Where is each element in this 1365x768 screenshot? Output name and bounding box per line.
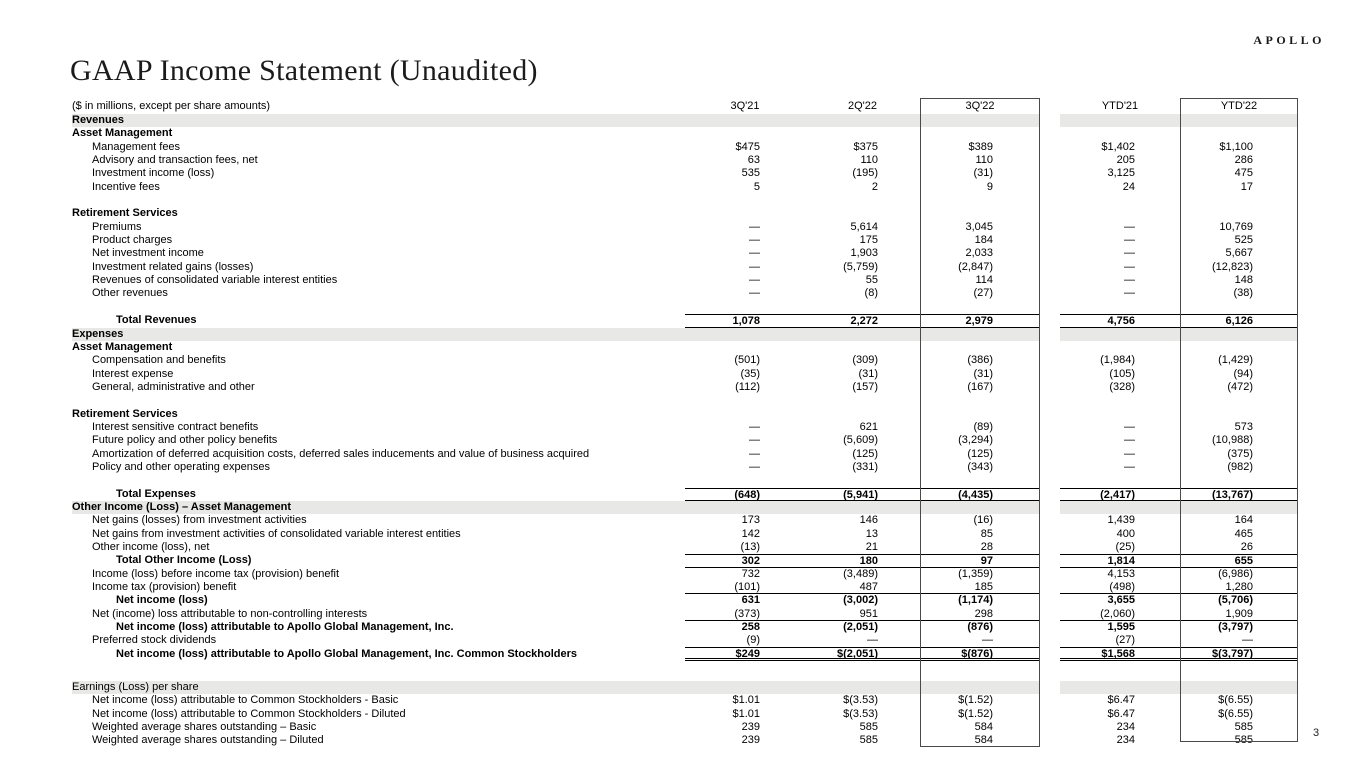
row-label: Preferred stock dividends (92, 634, 217, 647)
cell-value: (331) (852, 460, 878, 473)
cell-value: 146 (859, 514, 878, 527)
cell-value: (5,941) (843, 488, 878, 500)
cell-value: (12,823) (1212, 260, 1253, 273)
table-row (72, 287, 1298, 300)
cell-value: 55 (865, 274, 878, 287)
cell-value: (328) (1109, 380, 1135, 393)
cell-value: $1.01 (732, 694, 760, 707)
cell-value: 28 (980, 541, 993, 553)
cell-value: (2,417) (1100, 488, 1135, 500)
cell-value: — (749, 220, 760, 233)
cell-value: (648) (734, 488, 760, 500)
cell-value: 951 (859, 607, 878, 620)
cell-value: 1,078 (732, 315, 760, 327)
table-row (72, 721, 1298, 734)
cell-value: $(876) (961, 647, 993, 659)
row-label: Expenses (72, 328, 685, 341)
cell-value: — (1124, 247, 1135, 260)
cell-value: 5,667 (1225, 247, 1253, 260)
cell-value: $6.47 (1107, 694, 1135, 707)
cell-value: (386) (967, 354, 993, 367)
table-row (72, 634, 1298, 647)
row-label: Net gains (losses) from investment activities (92, 514, 307, 527)
cell-value: — (867, 634, 878, 647)
table-row (72, 274, 1298, 287)
cell-value: 1,280 (1225, 581, 1253, 594)
cell-value: 258 (741, 621, 760, 634)
table-row (72, 708, 1298, 721)
cell-value: (94) (1233, 367, 1253, 380)
row-label: Net income (loss) attributable to Common Stockholders - Basic (92, 694, 399, 707)
cell-value: 535 (741, 167, 760, 180)
cell-value: (25) (1115, 541, 1135, 553)
row-label: Net gains from investment activities of consolidated variable interest entities (92, 527, 461, 540)
cell-value: (5,759) (843, 260, 878, 273)
cell-value: $6.47 (1107, 707, 1135, 720)
row-label: Income tax (provision) benefit (92, 581, 237, 594)
cell-value: (8) (864, 287, 878, 300)
cell-value: $(2,051) (837, 647, 878, 659)
section-band (72, 114, 1298, 127)
cell-value: 239 (741, 721, 760, 734)
row-label (72, 474, 685, 487)
section-band (72, 501, 1298, 514)
table-row (72, 474, 1298, 487)
cell-value: 1,439 (1107, 514, 1135, 527)
cell-value: (31) (858, 367, 878, 380)
cell-value: — (1124, 274, 1135, 287)
row-label: Net income (loss) attributable to Apollo Global Management, Inc. Common Stockholders (116, 647, 578, 660)
row-label: Income (loss) before income tax (provision) benefit (92, 567, 339, 580)
cell-value: 4,153 (1107, 567, 1135, 580)
row-label: Investment income (loss) (92, 167, 215, 180)
cell-value: (9) (746, 634, 760, 647)
cell-value: 400 (1116, 527, 1135, 540)
cell-value: — (1124, 434, 1135, 447)
cell-value: 184 (974, 234, 993, 247)
cell-value: 142 (741, 527, 760, 540)
cell-value: — (982, 634, 993, 647)
column-header: 3Q'22 (965, 100, 995, 112)
cell-value: — (1124, 234, 1135, 247)
cell-value: — (749, 274, 760, 287)
row-label: Total Other Income (Loss) (116, 554, 252, 567)
cell-value: 585 (1234, 721, 1253, 734)
row-label: General, administrative and other (92, 380, 255, 393)
row-label (72, 394, 685, 407)
cell-value: $(3.53) (843, 707, 878, 720)
table-row (72, 381, 1298, 394)
table-row (72, 661, 1298, 681)
table-row (72, 568, 1298, 581)
cell-value: — (1124, 260, 1135, 273)
table-row (72, 621, 1298, 634)
column-header: YTD'21 (1101, 100, 1139, 112)
cell-value: 5,614 (850, 220, 878, 233)
table-row (72, 514, 1298, 527)
row-label: Policy and other operating expenses (92, 460, 270, 473)
row-label: Revenues of consolidated variable interest entities (92, 274, 338, 287)
cell-value: (472) (1227, 380, 1253, 393)
cell-value: — (749, 460, 760, 473)
cell-value: 1,909 (1225, 607, 1253, 620)
row-label: Net (income) loss attributable to non-controlling interests (92, 607, 368, 620)
table-row (72, 461, 1298, 474)
cell-value: 180 (859, 555, 878, 567)
cell-value: 584 (974, 734, 993, 747)
row-label: Interest expense (92, 367, 174, 380)
cell-value: 1,903 (850, 247, 878, 260)
row-label: Total Expenses (116, 487, 196, 500)
cell-value: $475 (735, 140, 760, 153)
cell-value: (982) (1227, 460, 1253, 473)
cell-value: 732 (741, 567, 760, 580)
cell-value: 26 (1240, 541, 1253, 553)
cell-value: 585 (1234, 734, 1253, 747)
row-label: Net income (loss) (116, 594, 208, 607)
cell-value: (3,002) (843, 594, 878, 607)
cell-value: 655 (1234, 555, 1253, 567)
cell-value: $375 (853, 140, 878, 153)
cell-value: — (749, 247, 760, 260)
cell-value: 63 (747, 154, 760, 167)
table-row (72, 234, 1298, 247)
page-title: GAAP Income Statement (Unaudited) (70, 54, 538, 87)
cell-value: (101) (734, 581, 760, 594)
cell-value: 110 (975, 154, 993, 167)
table-row (72, 581, 1298, 594)
cell-value: (2,051) (843, 621, 878, 634)
column-header: 3Q'21 (730, 100, 760, 112)
row-label: Retirement Services (72, 207, 178, 220)
cell-value: 585 (859, 721, 878, 734)
table-row (72, 314, 1298, 327)
cell-value: $1,100 (1219, 140, 1253, 153)
cell-value: (2,847) (958, 260, 993, 273)
table-row (72, 394, 1298, 407)
cell-value: 2,033 (965, 247, 993, 260)
row-label: Interest sensitive contract benefits (92, 420, 259, 433)
table-row (72, 167, 1298, 180)
cell-value: 148 (1234, 274, 1253, 287)
cell-value: (5,706) (1218, 594, 1253, 607)
cell-value: 5 (753, 180, 760, 193)
cell-value: (5,609) (843, 434, 878, 447)
cell-value: 239 (741, 734, 760, 747)
table-row (72, 194, 1298, 207)
table-header-row (72, 100, 1298, 114)
cell-value: (38) (1233, 287, 1253, 300)
cell-value: (343) (967, 460, 993, 473)
section-band (72, 681, 1298, 694)
page-number: 3 (1313, 727, 1320, 739)
row-label: Other income (loss), net (92, 541, 210, 553)
cell-value: 234 (1116, 721, 1135, 734)
cell-value: (501) (734, 354, 760, 367)
table-row (72, 127, 1298, 140)
cell-value: — (749, 434, 760, 447)
cell-value: 2,979 (965, 315, 993, 327)
cell-value: (89) (973, 420, 993, 433)
cell-value: 13 (865, 527, 878, 540)
row-label: Retirement Services (72, 407, 178, 420)
row-label: Asset Management (72, 340, 173, 353)
cell-value: — (1124, 420, 1135, 433)
cell-value: (195) (852, 167, 878, 180)
cell-value: — (749, 234, 760, 247)
table-row (72, 448, 1298, 461)
cell-value: 2,272 (850, 315, 878, 327)
units-note: ($ in millions, except per share amounts) (72, 100, 271, 112)
cell-value: (373) (734, 607, 760, 620)
cell-value: 465 (1234, 527, 1253, 540)
section-band (72, 328, 1298, 341)
row-label: Advisory and transaction fees, net (92, 154, 258, 167)
table-row (72, 141, 1298, 154)
table-row (72, 528, 1298, 541)
row-label: Incentive fees (92, 180, 160, 193)
apollo-logo: APOLLO (1253, 33, 1325, 47)
cell-value: 298 (974, 607, 993, 620)
cell-value: $249 (735, 647, 760, 659)
cell-value: 234 (1116, 734, 1135, 747)
table-row (72, 694, 1298, 707)
cell-value: (3,489) (843, 567, 878, 580)
table-row (72, 368, 1298, 381)
cell-value: (112) (735, 380, 760, 393)
cell-value: (167) (967, 380, 993, 393)
table-row (72, 301, 1298, 314)
cell-value: 173 (741, 514, 760, 527)
column-header: 2Q'22 (847, 100, 877, 112)
row-label: Net income (loss) attributable to Apollo Global Management, Inc. (116, 621, 454, 634)
row-label: Product charges (92, 234, 173, 247)
cell-value: 525 (1234, 234, 1253, 247)
cell-value: (2,060) (1100, 607, 1135, 620)
table-row (72, 488, 1298, 501)
cell-value: (125) (967, 447, 993, 460)
cell-value: (27) (973, 287, 993, 300)
cell-value: 3,125 (1107, 167, 1135, 180)
cell-value: 17 (1240, 180, 1253, 193)
cell-value: 85 (980, 527, 993, 540)
cell-value: (35) (740, 367, 760, 380)
column-header: YTD'22 (1220, 100, 1258, 112)
cell-value: (3,294) (958, 434, 993, 447)
cell-value: $(6.55) (1218, 707, 1253, 720)
table-row (72, 554, 1298, 567)
cell-value: (31) (973, 167, 993, 180)
cell-value: (13,767) (1212, 488, 1253, 500)
cell-value: 6,126 (1225, 315, 1253, 327)
cell-value: (27) (1115, 634, 1135, 647)
table-row (72, 421, 1298, 434)
table-row (72, 261, 1298, 274)
row-label: Total Revenues (116, 314, 197, 327)
cell-value: 286 (1234, 154, 1253, 167)
cell-value: $(6.55) (1218, 694, 1253, 707)
table-row (72, 181, 1298, 194)
cell-value: (6,986) (1218, 567, 1253, 580)
cell-value: $1,568 (1101, 647, 1135, 659)
table-row (72, 408, 1298, 421)
cell-value: — (1124, 447, 1135, 460)
row-label: Premiums (92, 220, 142, 233)
cell-value: 302 (741, 555, 760, 567)
row-label (72, 301, 685, 314)
row-label: Weighted average shares outstanding – Basic (92, 721, 317, 734)
row-label: Amortization of deferred acquisition costs, deferred sales inducements and value of business acquired (92, 447, 590, 460)
cell-value: 114 (975, 274, 993, 287)
cell-value: — (1242, 634, 1253, 647)
cell-value: (1,359) (958, 567, 993, 580)
row-label: Future policy and other policy benefits (92, 434, 278, 447)
cell-value: 487 (859, 581, 878, 594)
table-row (72, 154, 1298, 167)
cell-value: — (749, 447, 760, 460)
cell-value: $(3.53) (843, 694, 878, 707)
row-label: Weighted average shares outstanding – Diluted (92, 734, 324, 747)
row-label: Earnings (Loss) per share (72, 681, 685, 694)
cell-value: (125) (852, 447, 878, 460)
row-label: Asset Management (72, 127, 173, 140)
cell-value: 2 (871, 180, 878, 193)
cell-value: 584 (974, 721, 993, 734)
row-label: Management fees (92, 140, 181, 153)
cell-value: — (749, 260, 760, 273)
cell-value: 3,655 (1107, 594, 1135, 607)
cell-value: $389 (968, 140, 993, 153)
income-table (72, 100, 1298, 748)
table-row (72, 734, 1298, 747)
row-label (72, 194, 685, 207)
row-label: Net investment income (92, 247, 204, 260)
cell-value: 97 (980, 555, 993, 567)
cell-value: 3,045 (965, 220, 993, 233)
cell-value: 585 (859, 734, 878, 747)
cell-value: (105) (1109, 367, 1135, 380)
cell-value: — (1124, 220, 1135, 233)
cell-value: 475 (1234, 167, 1253, 180)
cell-value: (498) (1109, 581, 1135, 594)
table-row (72, 608, 1298, 621)
cell-value: (309) (852, 354, 878, 367)
row-label (72, 661, 685, 681)
cell-value: (157) (852, 380, 878, 393)
cell-value: 621 (859, 420, 878, 433)
table-row (72, 247, 1298, 260)
cell-value: 9 (986, 180, 993, 193)
cell-value: (1,984) (1100, 354, 1135, 367)
table-row (72, 594, 1298, 607)
table-row (72, 207, 1298, 220)
cell-value: $(1.52) (958, 694, 993, 707)
cell-value: (13) (740, 541, 760, 553)
cell-value: $1,402 (1101, 140, 1135, 153)
cell-value: (1,429) (1218, 354, 1253, 367)
row-label: Other Income (Loss) – Asset Management (72, 501, 685, 514)
cell-value: — (749, 287, 760, 300)
row-label: Revenues (72, 114, 685, 127)
cell-value: 21 (865, 541, 878, 553)
cell-value: 205 (1116, 154, 1135, 167)
row-label: Investment related gains (losses) (92, 260, 254, 273)
cell-value: 4,756 (1107, 315, 1135, 327)
cell-value: 631 (741, 594, 760, 607)
cell-value: (3,797) (1218, 621, 1253, 634)
cell-value: 573 (1234, 420, 1253, 433)
row-label: Other revenues (92, 287, 168, 300)
cell-value: — (1124, 460, 1135, 473)
cell-value: $1.01 (732, 707, 760, 720)
row-label: Net income (loss) attributable to Common Stockholders - Diluted (92, 707, 406, 720)
cell-value: (16) (973, 514, 993, 527)
row-label: Compensation and benefits (92, 354, 226, 367)
cell-value: (1,174) (958, 594, 993, 607)
cell-value: 1,814 (1107, 555, 1135, 567)
cell-value: 164 (1234, 514, 1253, 527)
table-row (72, 434, 1298, 447)
table-row (72, 341, 1298, 354)
cell-value: — (1124, 287, 1135, 300)
cell-value: (876) (967, 621, 993, 634)
cell-value: 10,769 (1219, 220, 1253, 233)
cell-value: — (749, 420, 760, 433)
cell-value: 1,595 (1107, 621, 1135, 634)
cell-value: 175 (859, 234, 878, 247)
cell-value: 24 (1122, 180, 1135, 193)
cell-value: 185 (974, 581, 993, 594)
cell-value: (375) (1227, 447, 1253, 460)
table-row (72, 221, 1298, 234)
cell-value: 110 (860, 154, 878, 167)
cell-value: $(3,797) (1212, 647, 1253, 659)
table-row (72, 354, 1298, 367)
cell-value: $(1.52) (958, 707, 993, 720)
cell-value: (4,435) (958, 488, 993, 500)
cell-value: (10,988) (1212, 434, 1253, 447)
table-row (72, 648, 1298, 661)
table-row (72, 541, 1298, 554)
cell-value: (31) (973, 367, 993, 380)
